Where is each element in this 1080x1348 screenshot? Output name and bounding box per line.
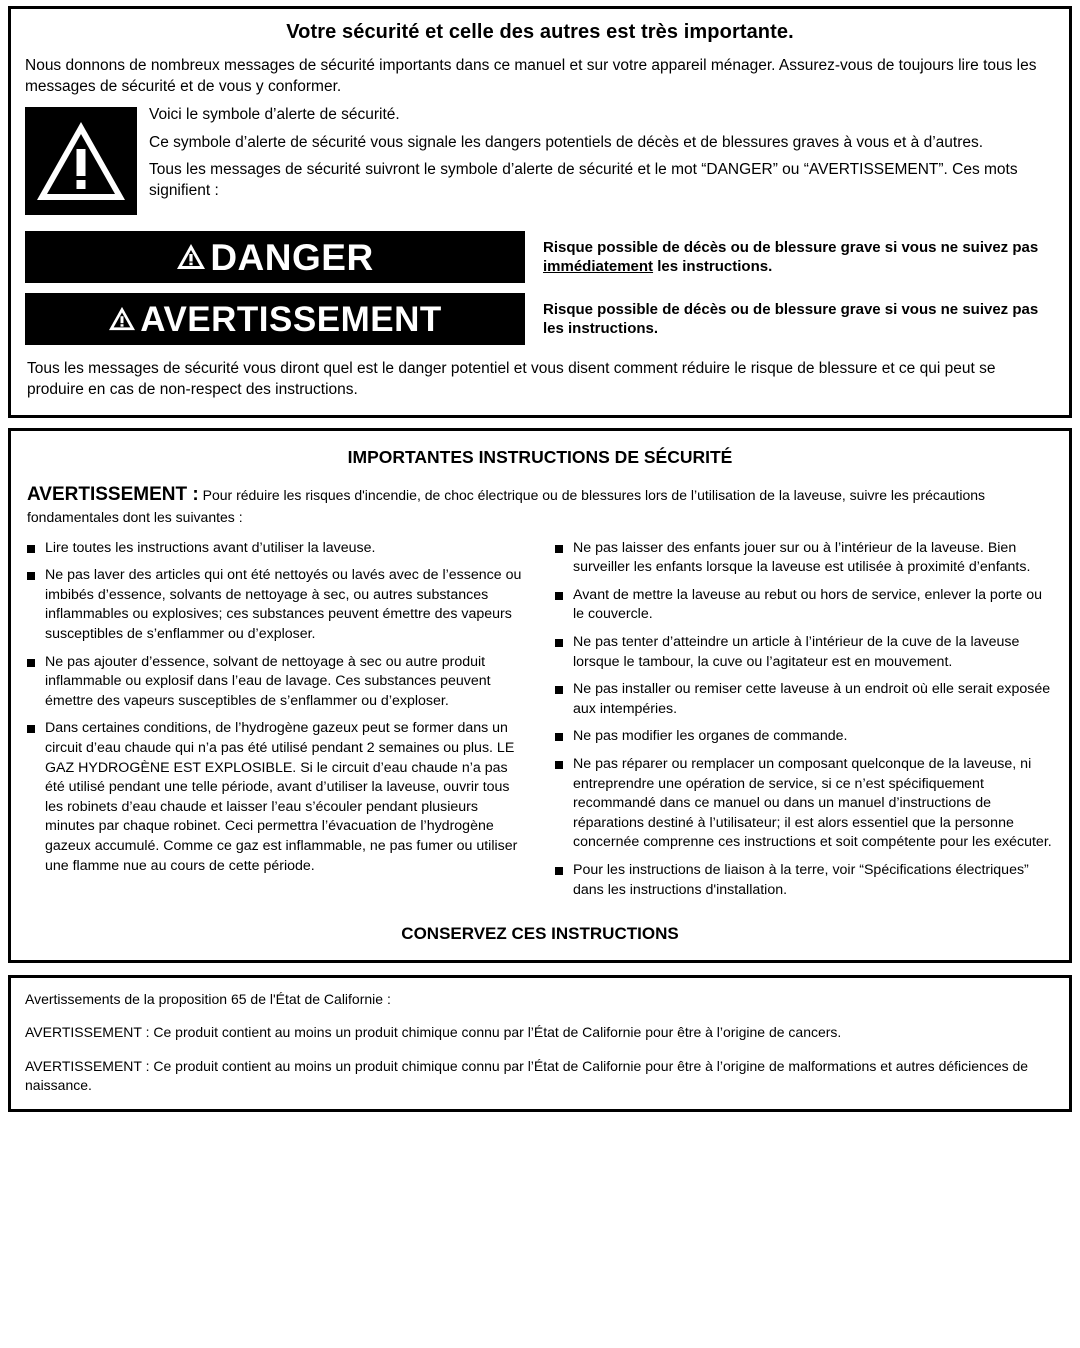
danger-description	[543, 238, 1055, 277]
safety-symbol-row	[25, 105, 1055, 215]
list-item: Ne pas laisser des enfants jouer sur ou à l’intérieur de la laveuse. Bien surveiller les enfants lorsque la laveuse est utilisée à proximité d’enfants.	[553, 539, 1055, 578]
instructions-left-list	[25, 539, 527, 877]
list-item: Pour les instructions de liaison à la terre, voir “Spécifications électriques” dans les instructions d'installation.	[553, 861, 1055, 900]
list-item: Ne pas modifier les organes de commande.	[553, 727, 1055, 747]
prop65-intro: Avertissements de la proposition 65 de l'État de Californie :	[25, 991, 391, 1008]
page-title: Votre sécurité et celle des autres est très importante.	[286, 21, 794, 43]
danger-desc-emphasis: immédiatement	[543, 258, 654, 276]
safety-intro-panel	[8, 6, 1072, 418]
instructions-left-column	[25, 539, 527, 909]
safety-symbol-text	[149, 105, 1055, 208]
danger-desc-prefix: Risque possible de décès ou de blessure grave si vous ne suivez pas	[543, 238, 1039, 256]
safety-closing-paragraph: Tous les messages de sécurité vous diront quel est le danger potentiel et vous disent comment réduire le risque de blessure et ce qui peut se produire en cas de non-respect des instructions.	[27, 360, 996, 399]
list-item: Ne pas réparer ou remplacer un composant quelconque de la laveuse, ni entreprendre une opération de service, si ce n’est spécifiquement recommandé dans ce manuel ou dans un manuel d’instructions de réparations destiné à l’utilisateur; il est alors essentiel que la personne concernée comprenne ces instructions et soit compétente pour les exécuter.	[553, 755, 1055, 853]
instructions-title: IMPORTANTES INSTRUCTIONS DE SÉCURITÉ	[347, 447, 733, 468]
instructions-columns	[25, 539, 1055, 909]
avertissement-row	[25, 293, 1055, 345]
danger-desc-suffix: les instructions.	[653, 258, 773, 276]
list-item: Ne pas tenter d’atteindre un article à l’intérieur de la cuve de la laveuse lorsque le tambour, la cuve ou l’agitateur est en mouvement.	[553, 633, 1055, 672]
danger-banner	[25, 231, 525, 283]
symbol-line-3: Tous les messages de sécurité suivront le symbole d’alerte de sécurité et le mot “DANGER” ou “AVERTISSEMENT”. Ces mots signifient :	[149, 161, 1018, 200]
list-item: Dans certaines conditions, de l’hydrogène gazeux peut se former dans un circuit d’eau chaude qui n’a pas été utilisé pendant 2 semaines ou plus. LE GAZ HYDROGÈNE EST EXPLOSIBLE. Si le circuit d’eau chaude n’a pas été utilisé pendant une telle période, avant d’utiliser la laveuse, ouvrir tous les robinets d’eau chaude et laisser l’eau s’écouler pendant plusieurs minutes par chaque robinet. Ceci permettra l’évacuation de l’hydrogène gazeux accumulé. Comme ce gaz est inflammable, ne pas fumer ou utiliser une flamme nue au cours de cette période.	[25, 719, 527, 876]
prop65-panel	[8, 975, 1072, 1112]
intro-paragraph: Nous donnons de nombreux messages de sécurité importants dans ce manuel et sur votre appareil ménager. Assurez-vous de toujours lire tous les messages de sécurité et de vous y conformer.	[25, 57, 1037, 95]
prop65-cancer-warning: AVERTISSEMENT : Ce produit contient au moins un produit chimique connu par l’État de Californie pour être à l’origine de cancers.	[25, 1024, 842, 1041]
prop65-birth-defect-warning: AVERTISSEMENT : Ce produit contient au moins un produit chimique connu par l’État de Californie pour être à l’origine de malformations et autres déficiences de naissance.	[25, 1057, 1029, 1094]
danger-row	[25, 231, 1055, 283]
warning-lead-text: Pour réduire les risques d'incendie, de choc électrique ou de blessures lors de l’utilisation de la laveuse, suivre les précautions fondamentales dont les suivantes :	[27, 487, 986, 525]
instructions-warning-lead	[27, 482, 1055, 527]
instructions-right-column	[553, 539, 1055, 909]
danger-label: DANGER	[210, 236, 374, 278]
list-item: Ne pas ajouter d’essence, solvant de nettoyage à sec ou autre produit inflammable ou explosif dans l’eau de lavage. Ces substances peuvent émettre des vapeurs susceptibles de s’enflammer ou d’exploser.	[25, 653, 527, 712]
safety-alert-triangle-icon	[25, 107, 137, 215]
warning-word: AVERTISSEMENT :	[27, 484, 199, 506]
important-instructions-panel	[8, 428, 1072, 963]
list-item: Ne pas installer ou remiser cette laveuse à un endroit où elle serait exposée aux intempéries.	[553, 680, 1055, 719]
avertissement-label: AVERTISSEMENT	[140, 299, 442, 339]
avertissement-banner	[25, 293, 525, 345]
list-item: Avant de mettre la laveuse au rebut ou hors de service, enlever la porte ou le couvercle.	[553, 586, 1055, 625]
signal-word-block	[25, 231, 1055, 345]
symbol-line-1: Voici le symbole d’alerte de sécurité.	[149, 106, 400, 124]
instructions-right-list	[553, 539, 1055, 901]
list-item: Ne pas laver des articles qui ont été nettoyés ou lavés avec de l’essence ou imbibés d’essence, solvants de nettoyage à sec, ou autres substances inflammables ou explosives; ces substances peuvent émettre des vapeurs susceptibles de s’enflammer ou d’exploser.	[25, 566, 527, 644]
list-item: Lire toutes les instructions avant d’utiliser la laveuse.	[25, 539, 527, 559]
avertissement-triangle-icon	[108, 306, 136, 332]
conserve-instructions-note: CONSERVEZ CES INSTRUCTIONS	[401, 924, 679, 944]
symbol-line-2: Ce symbole d’alerte de sécurité vous signale les dangers potentiels de décès et de blessures graves à vous et à d’autres.	[149, 133, 984, 151]
danger-triangle-icon	[176, 243, 206, 271]
avertissement-description: Risque possible de décès ou de blessure grave si vous ne suivez pas les instructions.	[543, 300, 1039, 338]
